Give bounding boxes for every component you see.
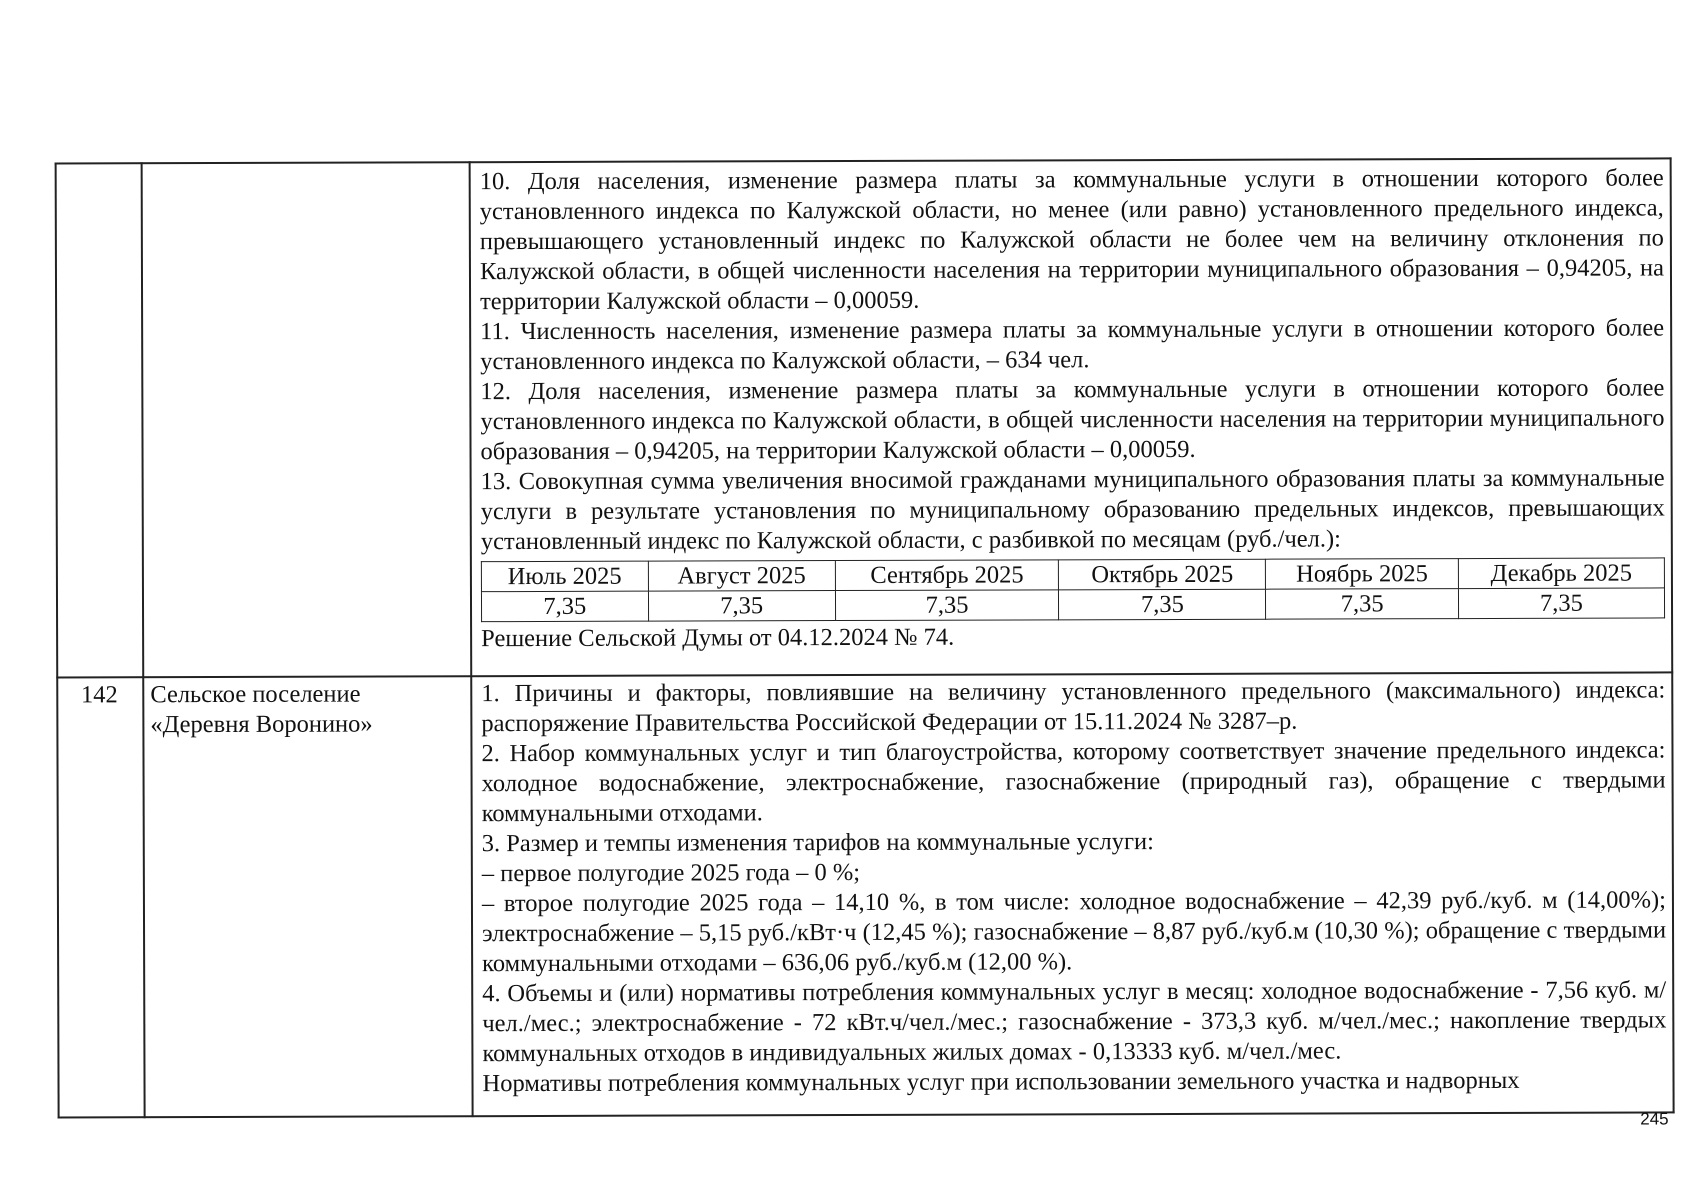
paragraph-3: 3. Размер и темпы изменения тарифов на коммунальные услуги: <box>481 828 1154 858</box>
months-table <box>481 557 1665 622</box>
row-number: 142 <box>80 681 118 709</box>
paragraph-2: 2. Набор коммунальных услуг и тип благоустройства, которому соответствует значение предельного индекса: холодное водоснабжение, электроснабжение, газоснабжение (природный газ), обращение с твердыми коммунальными отходами. <box>481 736 1666 828</box>
table-column-divider-1 <box>141 162 146 1118</box>
months-table-value-row <box>481 588 1664 622</box>
paragraph-12: 12. Доля населения, изменение размера платы за коммунальные услуги в отношении которого более установленного индекса по Калужской области, в общей численности населения на территории муниципального образования – 0,94205, на территории Калужской области – 0,00059. <box>480 374 1665 466</box>
paragraph-norms: Нормативы потребления коммунальных услуг при использовании земельного участка и надворных <box>482 1066 1520 1098</box>
paragraph-13: 13. Совокупная сумма увеличения вносимой гражданами муниципального образования платы за коммунальные услуги в результате установления по муниципальному образованию предельных индексов, превышающих установленный индекс по Калужской области, с разбивкой по месяцам (руб./чел.): <box>480 464 1665 556</box>
month-value: 7,35 <box>481 591 648 622</box>
table-border-bottom <box>58 1111 1675 1118</box>
settlement-name <box>150 679 470 740</box>
paragraph-3-second-half: – второе полугодие 2025 года – 14,10 %, в том числе: холодное водоснабжение – 42,39 руб./куб. м (14,00%); электроснабжение – 5,15 руб./кВт·ч (12,45 %); газоснабжение – 8,87 руб./куб.м (10,30 %); обращение с твердыми коммунальными отходами – 636,06 руб./куб.м (12,00 %). <box>481 886 1667 978</box>
paragraph-10: 10. Доля населения, изменение размера платы за коммунальные услуги в отношении которого более установленного индекса по Калужской области, но менее (или равно) установленного предельного индекса, превышающего установленный индекс по Калужской области не более чем на величину отклонения по Калужской области, в общей численности населения на территории муниципального образования – 0,94205, на территории Калужской области – 0,00059. <box>479 164 1665 316</box>
month-header: Декабрь 2025 <box>1458 558 1664 589</box>
paragraph-1: 1. Причины и факторы, повлиявшие на величину установленного предельного (максимального) индекса: распоряжение Правительства Российской Федерации от 15.11.2024 № 3287–р. <box>481 676 1666 738</box>
month-header: Октябрь 2025 <box>1059 559 1266 590</box>
page-number: 245 <box>1640 1109 1669 1129</box>
upper-row-content <box>480 163 1666 654</box>
month-value: 7,35 <box>1266 589 1458 620</box>
month-value: 7,35 <box>648 591 835 622</box>
month-header: Июль 2025 <box>481 561 648 592</box>
decision-reference: Решение Сельской Думы от 04.12.2024 № 74. <box>481 623 955 653</box>
paragraph-3-first-half: – первое полугодие 2025 года – 0 %; <box>481 858 861 888</box>
month-header: Ноябрь 2025 <box>1266 559 1458 590</box>
months-table-header-row <box>481 558 1664 592</box>
paragraph-4: 4. Объемы и (или) нормативы потребления коммунальных услуг в месяц: холодное водоснабжение - 7,56 куб. м/чел./мес.; электроснабжение - 72 кВт.ч/чел./мес.; газоснабжение - 373,3 куб. м/чел./мес.; накопление твердых коммунальных отходов в индивидуальных жилых домах - 0,13333 куб. м/чел./мес. <box>482 976 1667 1068</box>
row-142-content <box>481 675 1666 1099</box>
month-header: Август 2025 <box>648 561 835 592</box>
month-value: 7,35 <box>835 590 1059 621</box>
table-border-top <box>55 157 1672 164</box>
paragraph-11: 11. Численность населения, изменение размера платы за коммунальные услуги в отношении которого более установленного индекса по Калужской области, – 634 чел. <box>480 314 1665 376</box>
table-border-right <box>1670 157 1675 1113</box>
month-header: Сентябрь 2025 <box>835 560 1059 591</box>
month-value: 7,35 <box>1458 588 1664 619</box>
table-border-left <box>55 162 60 1118</box>
month-value: 7,35 <box>1059 589 1266 620</box>
settlement-name-line-1: Сельское поселение <box>150 680 361 709</box>
settlement-name-line-2: «Деревня Воронино» <box>150 710 373 739</box>
table-column-divider-2 <box>469 161 474 1117</box>
